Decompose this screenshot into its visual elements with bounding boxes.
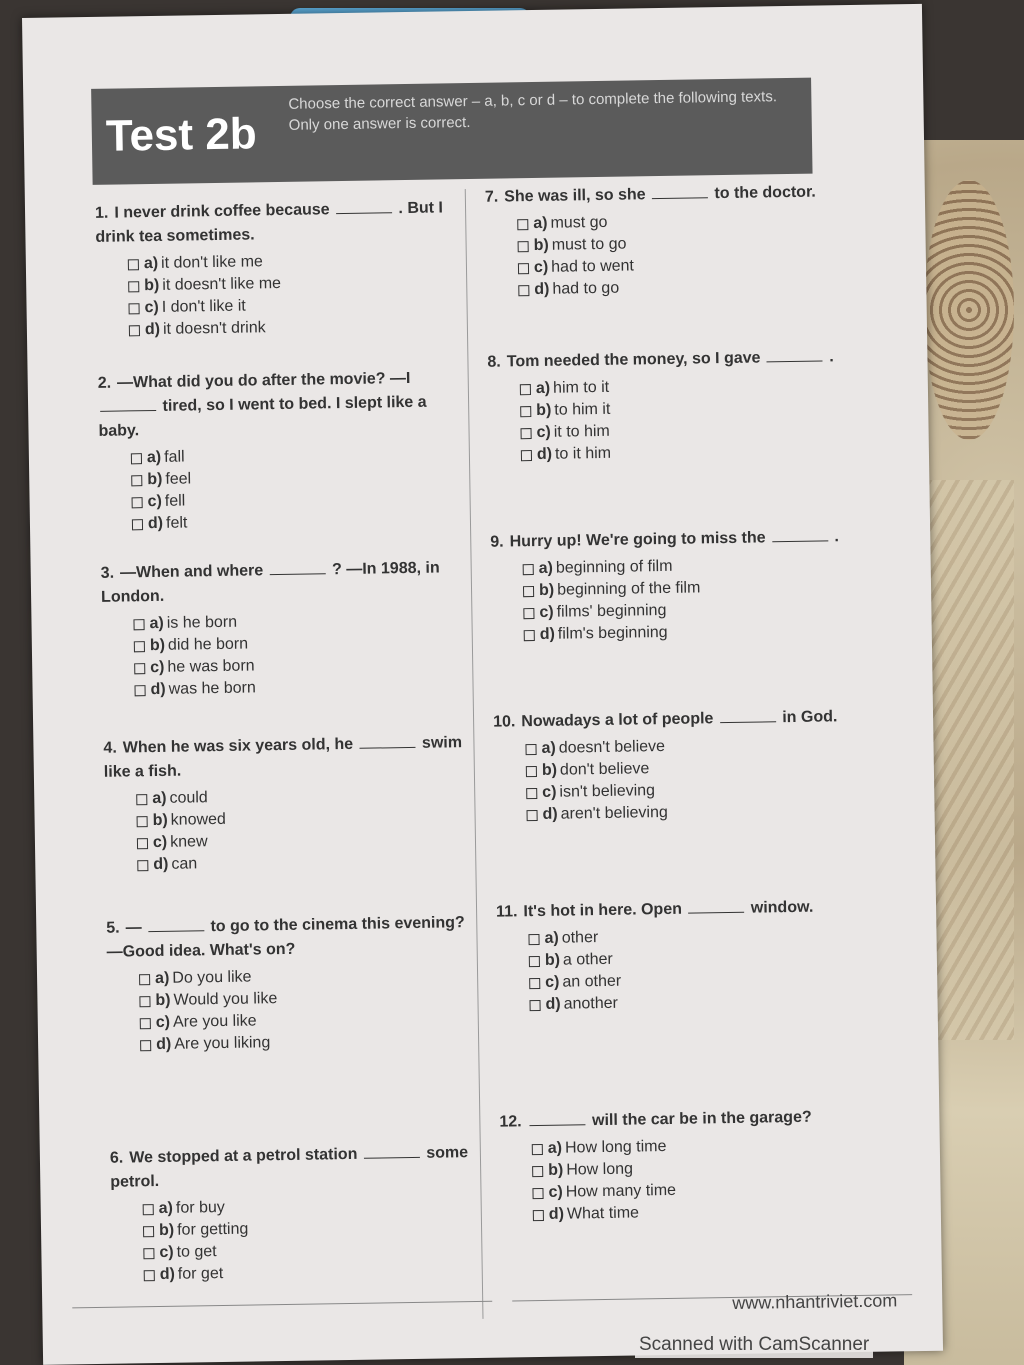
option-text: I don't like it [161,297,246,316]
options-list [488,373,849,467]
checkbox-icon[interactable] [137,860,148,871]
option-letter: a) [152,789,167,808]
checkbox-icon[interactable] [134,685,145,696]
answer-option[interactable] [518,274,846,301]
question-number: 9. [490,533,504,551]
question-number: 4. [103,739,117,757]
answer-blank [148,916,204,932]
option-letter: a) [533,214,548,232]
question-3 [101,556,463,702]
options-list [496,923,857,1017]
option-letter: a) [149,614,164,633]
checkbox-icon[interactable] [532,1143,543,1154]
answer-blank [652,183,708,199]
option-text: a other [562,950,613,969]
question-text: —When and where [119,562,268,582]
option-letter: d) [144,320,161,339]
option-letter: b) [536,401,552,419]
checkbox-icon[interactable] [517,219,528,230]
checkbox-icon[interactable] [523,608,534,619]
option-text: it doesn't drink [162,319,266,338]
option-letter: a) [535,379,551,397]
option-text: an other [562,972,622,991]
question-text: Nowadays a lot of people [521,710,718,731]
option-text: aren't believing [560,803,668,823]
option-letter: a) [158,1199,174,1217]
options-list [491,553,852,647]
options-list [104,783,465,877]
option-text: did he born [167,635,249,654]
option-text: other [561,929,599,947]
option-text: to get [176,1243,217,1261]
question-text: I never drink coffee because [114,201,335,222]
checkbox-icon[interactable] [518,241,529,252]
question-stem [101,556,462,610]
answer-blank [772,526,828,542]
option-letter: b) [544,951,561,969]
question-7 [485,180,847,302]
option-text: it don't like me [160,253,263,272]
option-letter: c) [144,298,159,317]
option-text: isn't believing [559,782,656,801]
checkbox-icon[interactable] [139,996,150,1007]
question-text: —What did you do after the movie? —I [116,369,411,392]
option-letter: d) [536,445,553,463]
option-text: films' beginning [556,601,667,621]
checkbox-icon[interactable] [143,1204,154,1215]
checkbox-icon[interactable] [134,663,145,674]
checkbox-icon[interactable] [132,519,143,530]
question-9 [490,525,852,647]
worksheet-page [22,4,943,1365]
question-text: Tom needed the money, so I gave [506,349,766,371]
checkbox-icon[interactable] [143,1226,154,1237]
checkbox-icon[interactable] [131,475,142,486]
option-text: Are you like [172,1012,257,1031]
checkbox-icon[interactable] [529,977,540,988]
checkbox-icon[interactable] [533,1209,544,1220]
question-text: tired, so I went to bed. I slept like a baby. [98,393,427,440]
question-text: will the car be in the garage? [587,1108,812,1130]
checkbox-icon[interactable] [518,285,529,296]
question-text: Hurry up! We're going to miss the [509,529,771,551]
option-text: was he born [168,679,256,698]
checkbox-icon[interactable] [128,303,139,314]
option-letter: a) [541,739,556,757]
question-8 [487,345,849,467]
option-text: What time [566,1204,640,1223]
checkbox-icon[interactable] [526,788,537,799]
checkbox-icon[interactable] [518,263,529,274]
question-text: ? —In 1988, in London. [100,559,440,606]
checkbox-icon[interactable] [137,816,148,827]
option-letter: c) [539,603,554,621]
option-letter: d) [534,280,550,298]
options-list [111,1193,472,1287]
question-stem [493,705,853,735]
options-list [485,208,846,302]
checkbox-icon[interactable] [134,641,145,652]
checkbox-icon[interactable] [140,1040,151,1051]
question-number: 5. [106,919,120,937]
question-1 [95,196,457,342]
checkbox-icon[interactable] [525,744,536,755]
answer-blank [688,898,744,914]
option-text: for get [177,1264,224,1283]
answer-blank [364,1143,420,1159]
question-10 [493,705,855,827]
question-stem [103,731,464,785]
option-letter: d) [545,995,561,1013]
answer-blank [529,1110,585,1126]
question-stem [106,911,467,965]
question-number: 7. [484,188,499,206]
question-stem [487,345,847,375]
option-letter: d) [147,514,164,533]
option-letter: c) [150,658,165,677]
checkbox-icon[interactable] [143,1248,154,1259]
question-11 [496,895,858,1017]
answer-option[interactable] [132,508,460,535]
option-letter: c) [542,783,557,801]
answer-option[interactable] [529,989,857,1016]
question-text: She was ill, so she [504,186,651,206]
option-text: him to it [552,378,610,397]
options-list [99,442,460,536]
checkbox-icon[interactable] [136,794,147,805]
answer-option[interactable] [144,1259,472,1286]
question-text: . [829,528,840,546]
question-text: in God. [777,708,838,727]
checkbox-icon[interactable] [523,586,534,597]
option-text: How long [566,1160,634,1179]
question-number: 1. [94,204,109,222]
question-text: It's hot in here. Open [523,900,687,921]
checkbox-icon[interactable] [131,453,142,464]
option-text: beginning of film [555,557,673,577]
question-text: to the doctor. [709,183,816,203]
answer-blank [269,559,325,575]
question-text: — [125,919,147,937]
checkbox-icon[interactable] [128,259,139,270]
checkbox-icon[interactable] [129,325,140,336]
options-list [101,608,462,702]
checkbox-icon[interactable] [523,564,534,575]
answer-option[interactable] [521,439,849,466]
option-letter: d) [548,1205,565,1223]
checkbox-icon[interactable] [529,955,540,966]
option-text: knowed [170,810,227,829]
option-letter: a) [146,448,162,467]
option-text: film's beginning [557,623,668,643]
option-text: How long time [564,1138,667,1157]
checkbox-icon[interactable] [529,999,540,1010]
option-letter: c) [536,423,551,441]
option-letter: b) [541,761,558,779]
checkbox-icon[interactable] [532,1187,543,1198]
answer-blank [359,733,415,749]
option-text: fall [164,448,185,466]
answer-option[interactable] [526,799,854,826]
option-text: had to went [551,257,635,276]
option-text: doesn't believe [558,737,666,757]
option-letter: a) [538,559,554,577]
checkbox-icon[interactable] [133,619,144,630]
checkbox-icon[interactable] [521,450,532,461]
answer-blank [100,396,156,412]
checkbox-icon[interactable] [128,281,139,292]
question-text: When he was six years old, he [122,735,358,757]
footer-line-left [72,1301,492,1309]
answer-option[interactable] [129,314,457,341]
option-letter: c) [548,1183,563,1201]
question-text: some petrol. [110,1144,469,1191]
answer-blank [767,346,823,362]
answer-blank [720,707,776,723]
option-letter: b) [144,276,160,295]
question-number: 10. [492,713,516,731]
options-list [96,248,457,342]
question-text: to go to the cinema this evening? —Good idea. What's on? [106,914,465,961]
question-stem [98,366,459,444]
option-text: to it him [554,444,612,463]
checkbox-icon[interactable] [140,1018,151,1029]
option-text: could [169,789,208,807]
question-number: 2. [97,374,112,392]
option-text: for buy [175,1198,225,1217]
checkbox-icon[interactable] [520,406,531,417]
answer-option[interactable] [533,1199,861,1226]
checkbox-icon[interactable] [139,974,150,985]
option-letter: b) [158,1221,175,1239]
checkbox-icon[interactable] [137,838,148,849]
option-letter: a) [547,1139,563,1157]
question-text: swim like a fish. [103,734,463,781]
checkbox-icon[interactable] [528,933,539,944]
checkbox-icon[interactable] [524,630,535,641]
option-text: can [171,855,198,873]
question-stem [95,196,456,250]
question-stem [485,180,845,210]
option-text: Are you liking [174,1034,271,1053]
checkbox-icon[interactable] [526,810,537,821]
scanner-watermark: Scanned with CamScanner [635,1332,873,1358]
question-text: . But I drink tea sometimes. [95,199,444,246]
question-number: 11. [495,903,518,921]
option-letter: d) [156,1035,172,1054]
option-letter: c) [152,833,168,852]
option-text: it doesn't like me [162,274,282,294]
option-text: Do you like [172,968,252,987]
test-title: Test 2b [105,109,258,161]
question-stem [110,1141,471,1195]
option-text: must to go [551,235,627,254]
option-text: for getting [177,1220,249,1239]
question-number: 12. [499,1113,522,1131]
option-text: must go [550,213,608,232]
option-text: to him it [554,400,611,419]
question-6 [110,1141,472,1287]
answer-option[interactable] [134,674,462,701]
option-text: is he born [166,613,238,632]
question-2 [98,366,461,536]
option-letter: d) [153,855,169,874]
option-letter: b) [538,581,555,599]
option-text: felt [165,514,188,532]
option-text: it to him [553,422,610,441]
checkbox-icon[interactable] [526,766,537,777]
question-number: 6. [109,1149,124,1167]
option-text: Would you like [173,990,278,1009]
question-number: 3. [100,564,115,582]
checkbox-icon[interactable] [132,497,143,508]
checkbox-icon[interactable] [532,1165,543,1176]
option-text: feel [165,470,192,488]
checkbox-icon[interactable] [144,1270,155,1281]
answer-option[interactable] [524,619,852,646]
option-letter: d) [159,1265,175,1283]
option-letter: c) [545,973,560,991]
option-letter: b) [533,236,549,254]
website: www.nhantriviet.com [732,1290,898,1314]
option-letter: a) [154,969,170,988]
question-text: . [824,348,834,366]
option-letter: c) [147,492,162,511]
question-stem [499,1105,859,1135]
option-text: he was born [167,657,255,676]
option-text: another [563,994,619,1013]
options-list [500,1133,861,1227]
question-stem [496,895,856,925]
option-letter: c) [155,1013,171,1032]
answer-option[interactable] [137,849,465,876]
answer-option[interactable] [140,1029,468,1056]
option-letter: a) [143,254,159,273]
question-text: We stopped at a petrol station [129,1145,362,1167]
option-text: How many time [565,1181,677,1201]
answer-blank [336,198,392,214]
option-letter: d) [150,680,166,699]
options-list [493,733,854,827]
option-text: knew [170,833,208,851]
question-stem [490,525,850,555]
option-letter: a) [544,929,559,947]
options-list [107,963,468,1057]
option-letter: b) [149,636,166,655]
option-letter: b) [155,991,171,1010]
option-letter: d) [539,625,555,643]
option-text: don't believe [559,760,650,779]
checkbox-icon[interactable] [520,428,531,439]
option-letter: c) [533,258,549,276]
option-text: fell [164,492,186,510]
question-12 [499,1105,861,1227]
question-text: window. [746,898,814,917]
option-letter: d) [542,805,558,823]
option-text: had to go [552,279,620,298]
question-4 [103,731,465,877]
option-text: beginning of the film [557,579,701,599]
checkbox-icon[interactable] [520,384,531,395]
option-letter: b) [147,470,163,489]
option-letter: b) [548,1161,564,1179]
instructions: Choose the correct answer – a, b, c or d – to complete the following texts. Only one answer is correct. [288,88,778,134]
option-letter: c) [159,1243,174,1261]
question-number: 8. [487,353,501,371]
question-5 [106,911,468,1057]
option-letter: b) [152,811,168,830]
